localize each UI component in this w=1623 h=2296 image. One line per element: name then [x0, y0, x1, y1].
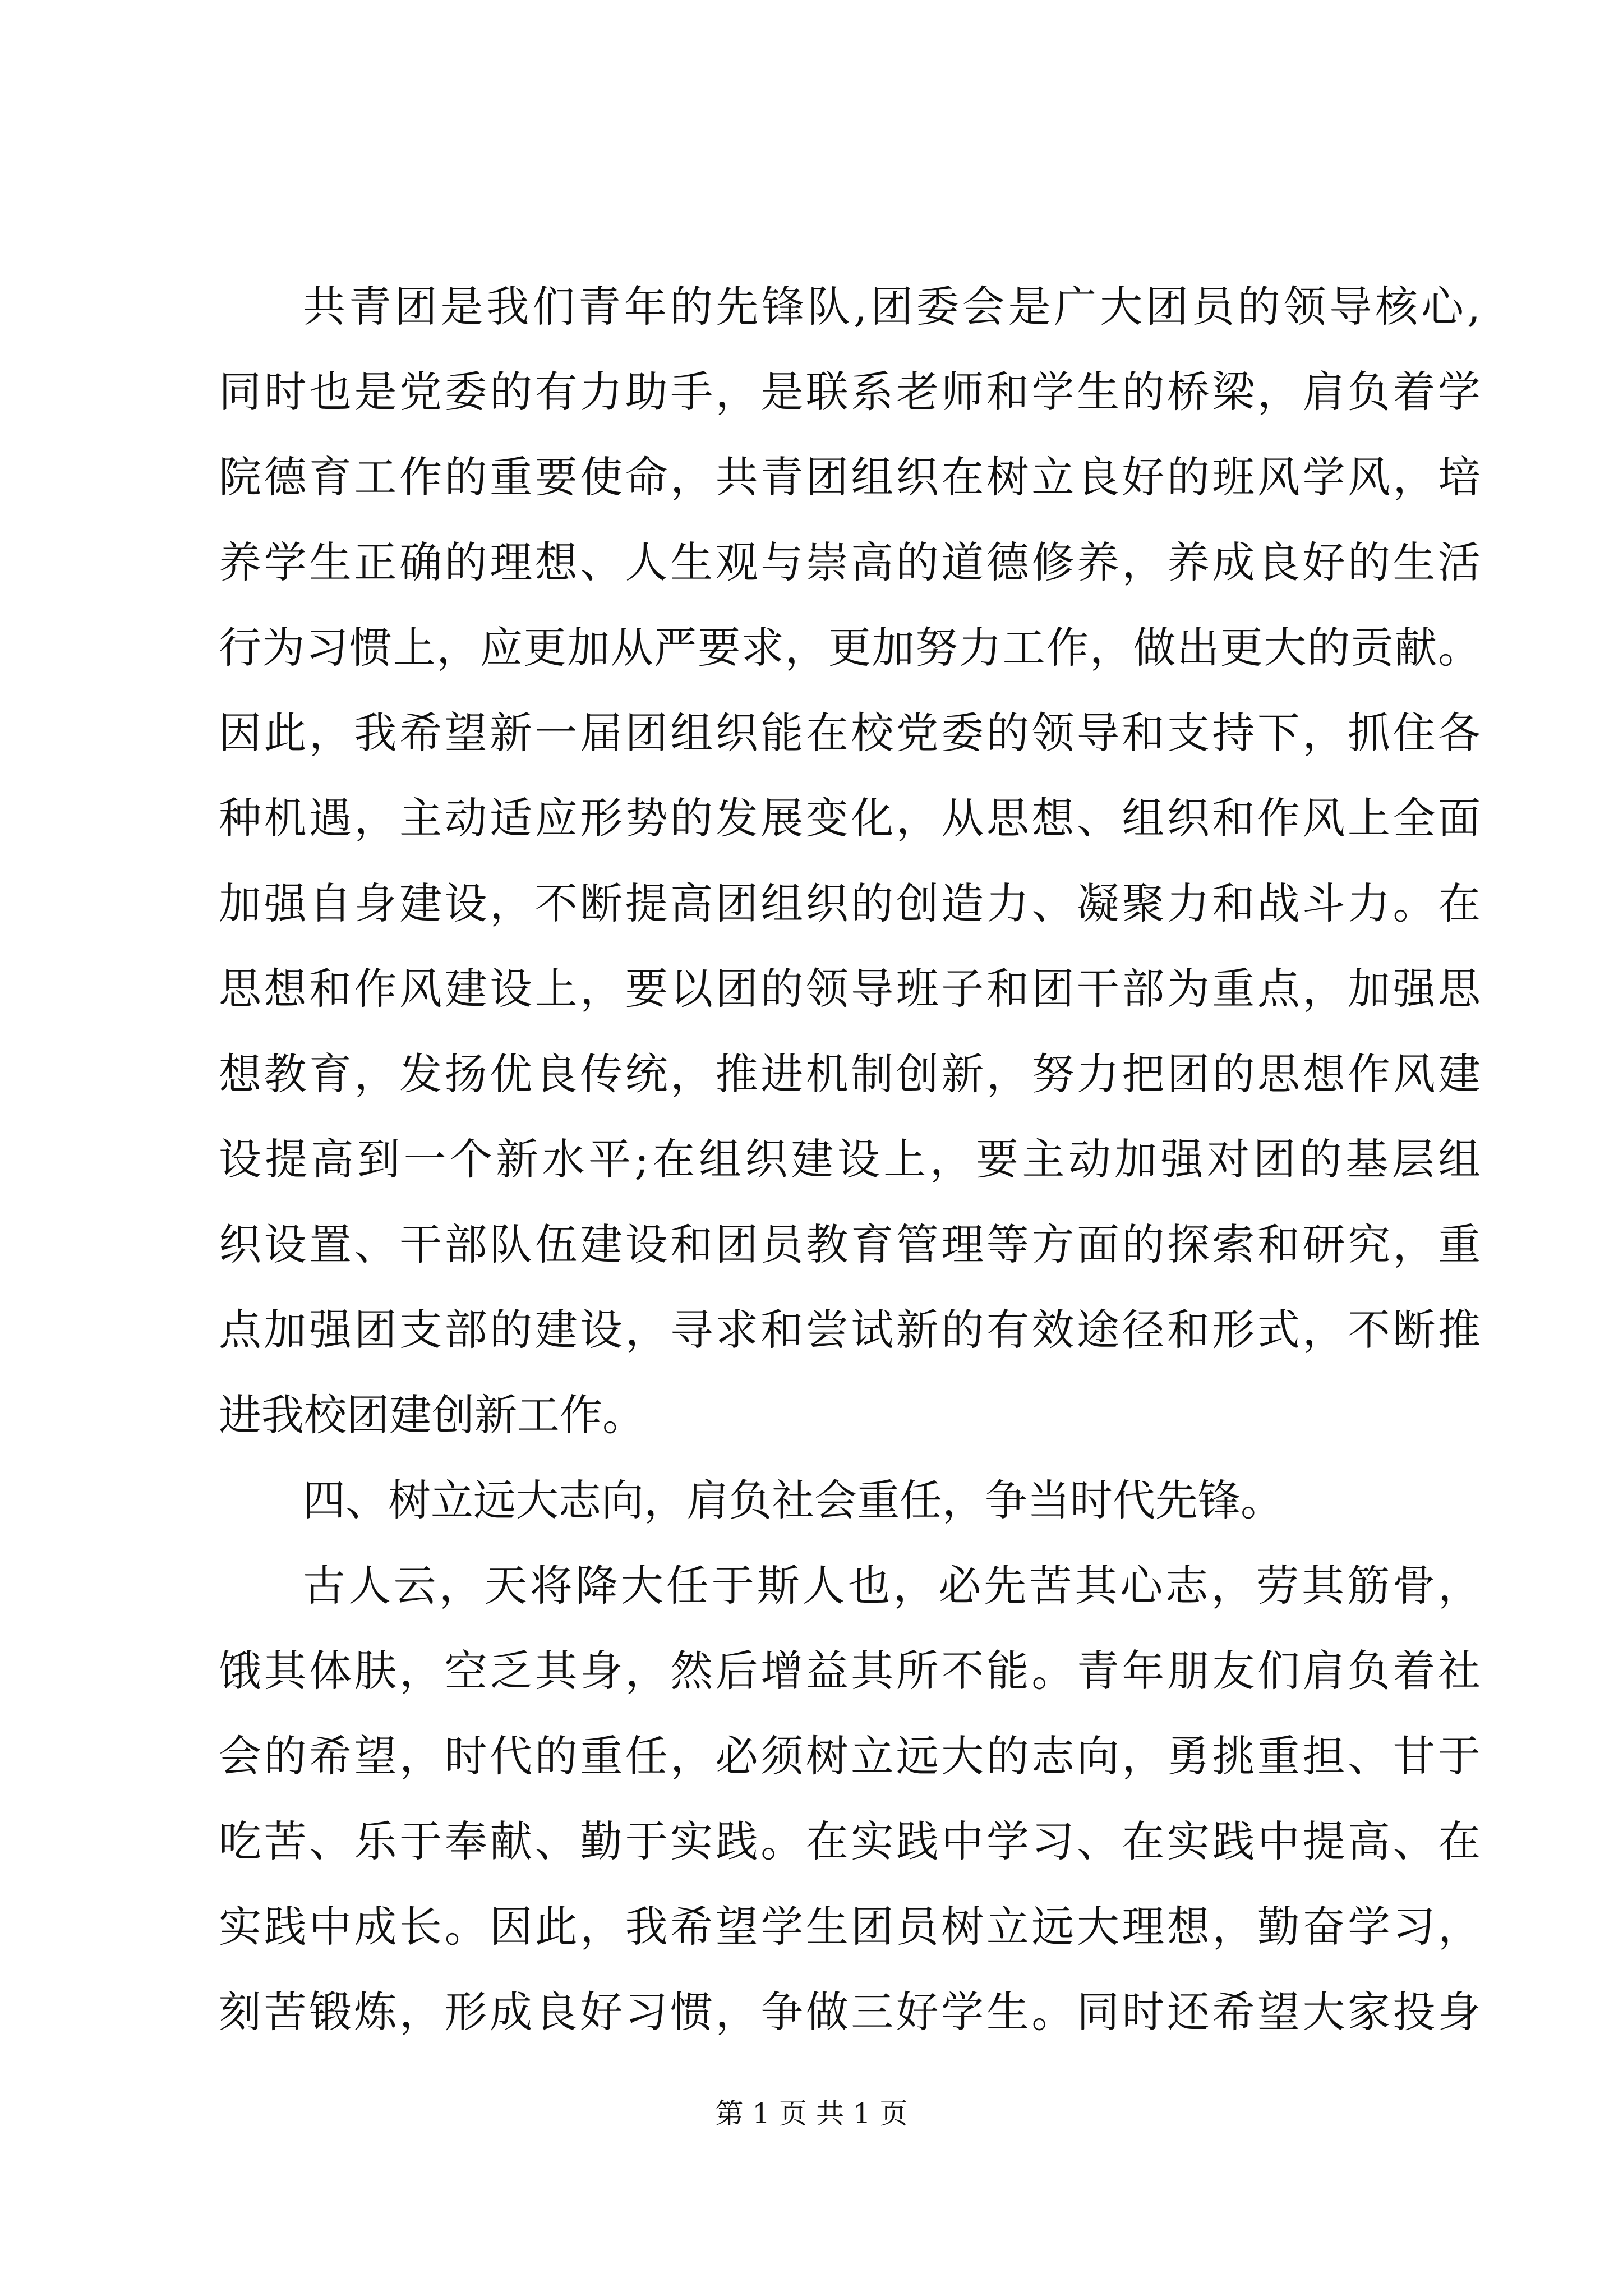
page-number-label: 第 1 页 共 1 页	[715, 2097, 908, 2130]
text-line: 行为习惯上，应更加从严要求，更加努力工作，做出更大的贡献。	[219, 623, 1481, 673]
text-line: 吃苦、乐于奉献、勤于实践。在实践中学习、在实践中提高、在	[219, 1816, 1481, 1866]
text-line: 会的希望，时代的重任，必须树立远大的志向，勇挑重担、甘于	[219, 1731, 1481, 1781]
text-line: 实践中成长。因此，我希望学生团员树立远大理想，勤奋学习，	[219, 1902, 1481, 1952]
section-heading: 四、树立远大志向，肩负社会重任，争当时代先锋。	[303, 1475, 1283, 1525]
text-line: 设提高到一个新水平;在组织建设上，要主动加强对团的基层组	[219, 1134, 1481, 1184]
text-line: 因此，我希望新一届团组织能在校党委的领导和支持下，抓住各	[219, 708, 1481, 758]
text-line: 养学生正确的理想、人生观与崇高的道德修养，养成良好的生活	[219, 537, 1481, 587]
text-line: 进我校团建创新工作。	[219, 1390, 645, 1440]
text-line: 织设置、干部队伍建设和团员教育管理等方面的探索和研究，重	[219, 1220, 1481, 1269]
text-line: 院德育工作的重要使命，共青团组织在树立良好的班风学风，培	[219, 452, 1481, 502]
text-line: 饿其体肤，空乏其身，然后增益其所不能。青年朋友们肩负着社	[219, 1646, 1481, 1696]
text-line: 刻苦锻炼，形成良好习惯，争做三好学生。同时还希望大家投身	[219, 1987, 1481, 2037]
text-line: 想教育，发扬优良传统，推进机制创新，努力把团的思想作风建	[219, 1049, 1481, 1099]
text-line: 共青团是我们青年的先锋队,团委会是广大团员的领导核心,	[303, 282, 1481, 332]
text-line: 加强自身建设，不断提高团组织的创造力、凝聚力和战斗力。在	[219, 878, 1481, 928]
text-line: 同时也是党委的有力助手，是联系老师和学生的桥梁，肩负着学	[219, 367, 1481, 417]
text-line: 思想和作风建设上，要以团的领导班子和团干部为重点，加强思	[219, 964, 1481, 1014]
text-line: 种机遇，主动适应形势的发展变化，从思想、组织和作风上全面	[219, 793, 1481, 843]
page-footer	[0, 2097, 1623, 2131]
text-line: 点加强团支部的建设，寻求和尝试新的有效途径和形式，不断推	[219, 1305, 1481, 1355]
text-line: 古人云，天将降大任于斯人也，必先苦其心志，劳其筋骨，	[303, 1561, 1481, 1611]
